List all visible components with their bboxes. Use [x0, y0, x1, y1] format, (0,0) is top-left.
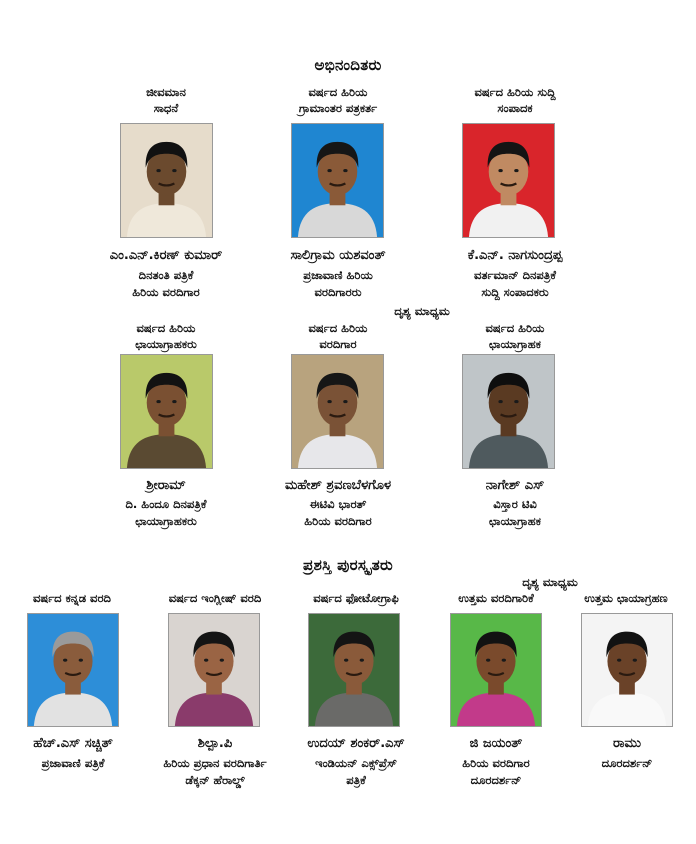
person-affiliation: ಪ್ರಜಾವಾಣಿ ಹಿರಿಯ	[303, 268, 373, 282]
person-photo	[27, 613, 119, 727]
person-affiliation: ದಿ. ಹಿಂದೂ ದಿನಪತ್ರಿಕೆ	[125, 497, 207, 511]
person-affiliation: ಪ್ರಜಾವಾಣಿ ಪತ್ರಿಕೆ	[41, 756, 105, 770]
visual-media-label: ದೃಶ್ಯ ಮಾಧ್ಯಮ	[394, 304, 450, 318]
person-photo	[291, 123, 384, 238]
person-name: ರಾಮು	[613, 736, 641, 751]
eye-right	[502, 659, 506, 662]
award-category: ಉತ್ತಮ ವರದಿಗಾರಿಕೆ	[458, 591, 534, 605]
eye-left	[327, 169, 331, 172]
eye-right	[360, 659, 364, 662]
eye-right	[514, 400, 518, 403]
person-role: ಛಾಯಾಗ್ರಾಹಕರು	[135, 514, 197, 528]
eye-right	[79, 659, 83, 662]
caption-line2: ಸಾಧನೆ	[153, 101, 179, 115]
eye-right	[172, 400, 176, 403]
caption-line2: ಗ್ರಾಮಾಂತರ ಪತ್ರಕರ್ತ	[298, 101, 378, 115]
award-category: ಉತ್ತಮ ಛಾಯಾಗ್ರಹಣ	[584, 591, 668, 605]
section-title-awardees: ಪ್ರಶಸ್ತಿ ಪುರಸ್ಕೃತರು	[303, 556, 393, 574]
eye-left	[204, 659, 208, 662]
person-affiliation: ಹಿರಿಯ ವರದಿಗಾರ	[462, 756, 530, 770]
person-name: ಎಂ.ಎನ್.ಕಿರಣ್ ಕುಮಾರ್	[109, 248, 223, 263]
award-category: ವರ್ಷದ ಫೋಟೋಗ್ರಾಫಿ	[313, 591, 399, 605]
person-role: ಸುದ್ದಿ ಸಂಪಾದಕರು	[481, 285, 549, 299]
eye-left	[617, 659, 621, 662]
award-category: ವರ್ಷದ ಇಂಗ್ಲೀಷ್ ವರದಿ	[168, 591, 262, 605]
person-photo	[581, 613, 673, 727]
person-role: ಡೆಕ್ಕನ್ ಹೆರಾಲ್ಡ್	[185, 773, 245, 787]
eye-left	[344, 659, 348, 662]
person-name: ಹೆಚ್.ಎಸ್ ಸಚ್ಚಿತ್	[33, 736, 113, 751]
section-title-felicitated: ಅಭಿನಂದಿತರು	[314, 56, 382, 74]
caption-line1: ವರ್ಷದ ಹಿರಿಯ	[308, 85, 368, 99]
eye-right	[343, 400, 347, 403]
person-affiliation: ವರ್ತಮಾನ್ ದಿನಪತ್ರಿಕೆ	[474, 268, 556, 282]
person-photo	[450, 613, 542, 727]
caption-line2: ಛಾಯಾಗ್ರಾಹಕರು	[135, 337, 197, 351]
eye-left	[498, 400, 502, 403]
award-category: ವರ್ಷದ ಕನ್ನಡ ವರದಿ	[33, 591, 111, 605]
person-photo	[120, 354, 213, 469]
person-photo	[462, 354, 555, 469]
caption-line1: ಜೀವಮಾನ	[146, 85, 186, 99]
caption-line2: ಛಾಯಾಗ್ರಾಹಕ	[489, 337, 541, 351]
eye-left	[156, 400, 160, 403]
person-photo	[120, 123, 213, 238]
caption-line2: ವರದಿಗಾರ	[319, 337, 357, 351]
person-affiliation: ದೂರದರ್ಶನ್	[601, 756, 653, 770]
person-role: ದೂರದರ್ಶನ್	[470, 773, 522, 787]
eye-left	[327, 400, 331, 403]
visual-media-label: ದೃಶ್ಯ ಮಾಧ್ಯಮ	[522, 575, 578, 589]
eye-right	[514, 169, 518, 172]
person-role: ಛಾಯಾಗ್ರಾಹಕ	[489, 514, 541, 528]
person-affiliation: ಈಟಿವಿ ಭಾರತ್	[309, 497, 367, 511]
eye-right	[172, 169, 176, 172]
caption-line1: ವರ್ಷದ ಹಿರಿಯ ಸುದ್ದಿ	[474, 85, 556, 99]
eye-right	[220, 659, 224, 662]
person-affiliation: ಇಂಡಿಯನ್ ಎಕ್ಸ್‌ಪ್ರೆಸ್	[315, 756, 397, 770]
caption-line2: ಸಂಪಾದಕ	[497, 101, 533, 115]
eye-right	[633, 659, 637, 662]
caption-line1: ವರ್ಷದ ಹಿರಿಯ	[485, 321, 545, 335]
person-affiliation: ಹಿರಿಯ ಪ್ರಧಾನ ವರದಿಗಾರ್ತಿ	[163, 756, 267, 770]
person-affiliation: ವಿಸ್ತಾರ ಟಿವಿ	[493, 497, 537, 511]
person-name: ಮಹೇಶ್ ಶ್ರವಣಬೆಳಗೊಳ	[284, 478, 392, 493]
person-name: ಉದಯ್ ಶಂಕರ್.ಎಸ್	[307, 736, 405, 751]
person-name: ಶಿಲ್ಪಾ.ಪಿ	[197, 736, 233, 751]
person-name: ನಾಗೇಶ್ ಎಸ್	[485, 478, 545, 493]
person-name: ಸಾಲಿಗ್ರಾಮ ಯಶವಂತ್	[290, 248, 386, 263]
person-photo	[462, 123, 555, 238]
person-name: ಕೆ.ಎನ್. ನಾಗಸುಂದ್ರಪ್ಪ	[467, 248, 563, 263]
eye-right	[343, 169, 347, 172]
person-name: ಜಿ ಜಯಂತ್	[469, 736, 523, 751]
person-affiliation: ದಿನತಂತಿ ಪತ್ರಿಕೆ	[138, 268, 194, 282]
eye-left	[63, 659, 67, 662]
person-role: ಹಿರಿಯ ವರದಿಗಾರ	[304, 514, 372, 528]
person-role: ಹಿರಿಯ ವರದಿಗಾರ	[132, 285, 200, 299]
person-name: ಶ್ರೀರಾಮ್	[146, 478, 186, 493]
eye-left	[498, 169, 502, 172]
eye-left	[486, 659, 490, 662]
person-photo	[291, 354, 384, 469]
eye-left	[156, 169, 160, 172]
caption-line1: ವರ್ಷದ ಹಿರಿಯ	[136, 321, 196, 335]
caption-line1: ವರ್ಷದ ಹಿರಿಯ	[308, 321, 368, 335]
person-photo	[308, 613, 400, 727]
person-role: ಪತ್ರಿಕೆ	[346, 773, 366, 787]
person-photo	[168, 613, 260, 727]
person-role: ವರದಿಗಾರರು	[314, 285, 362, 299]
